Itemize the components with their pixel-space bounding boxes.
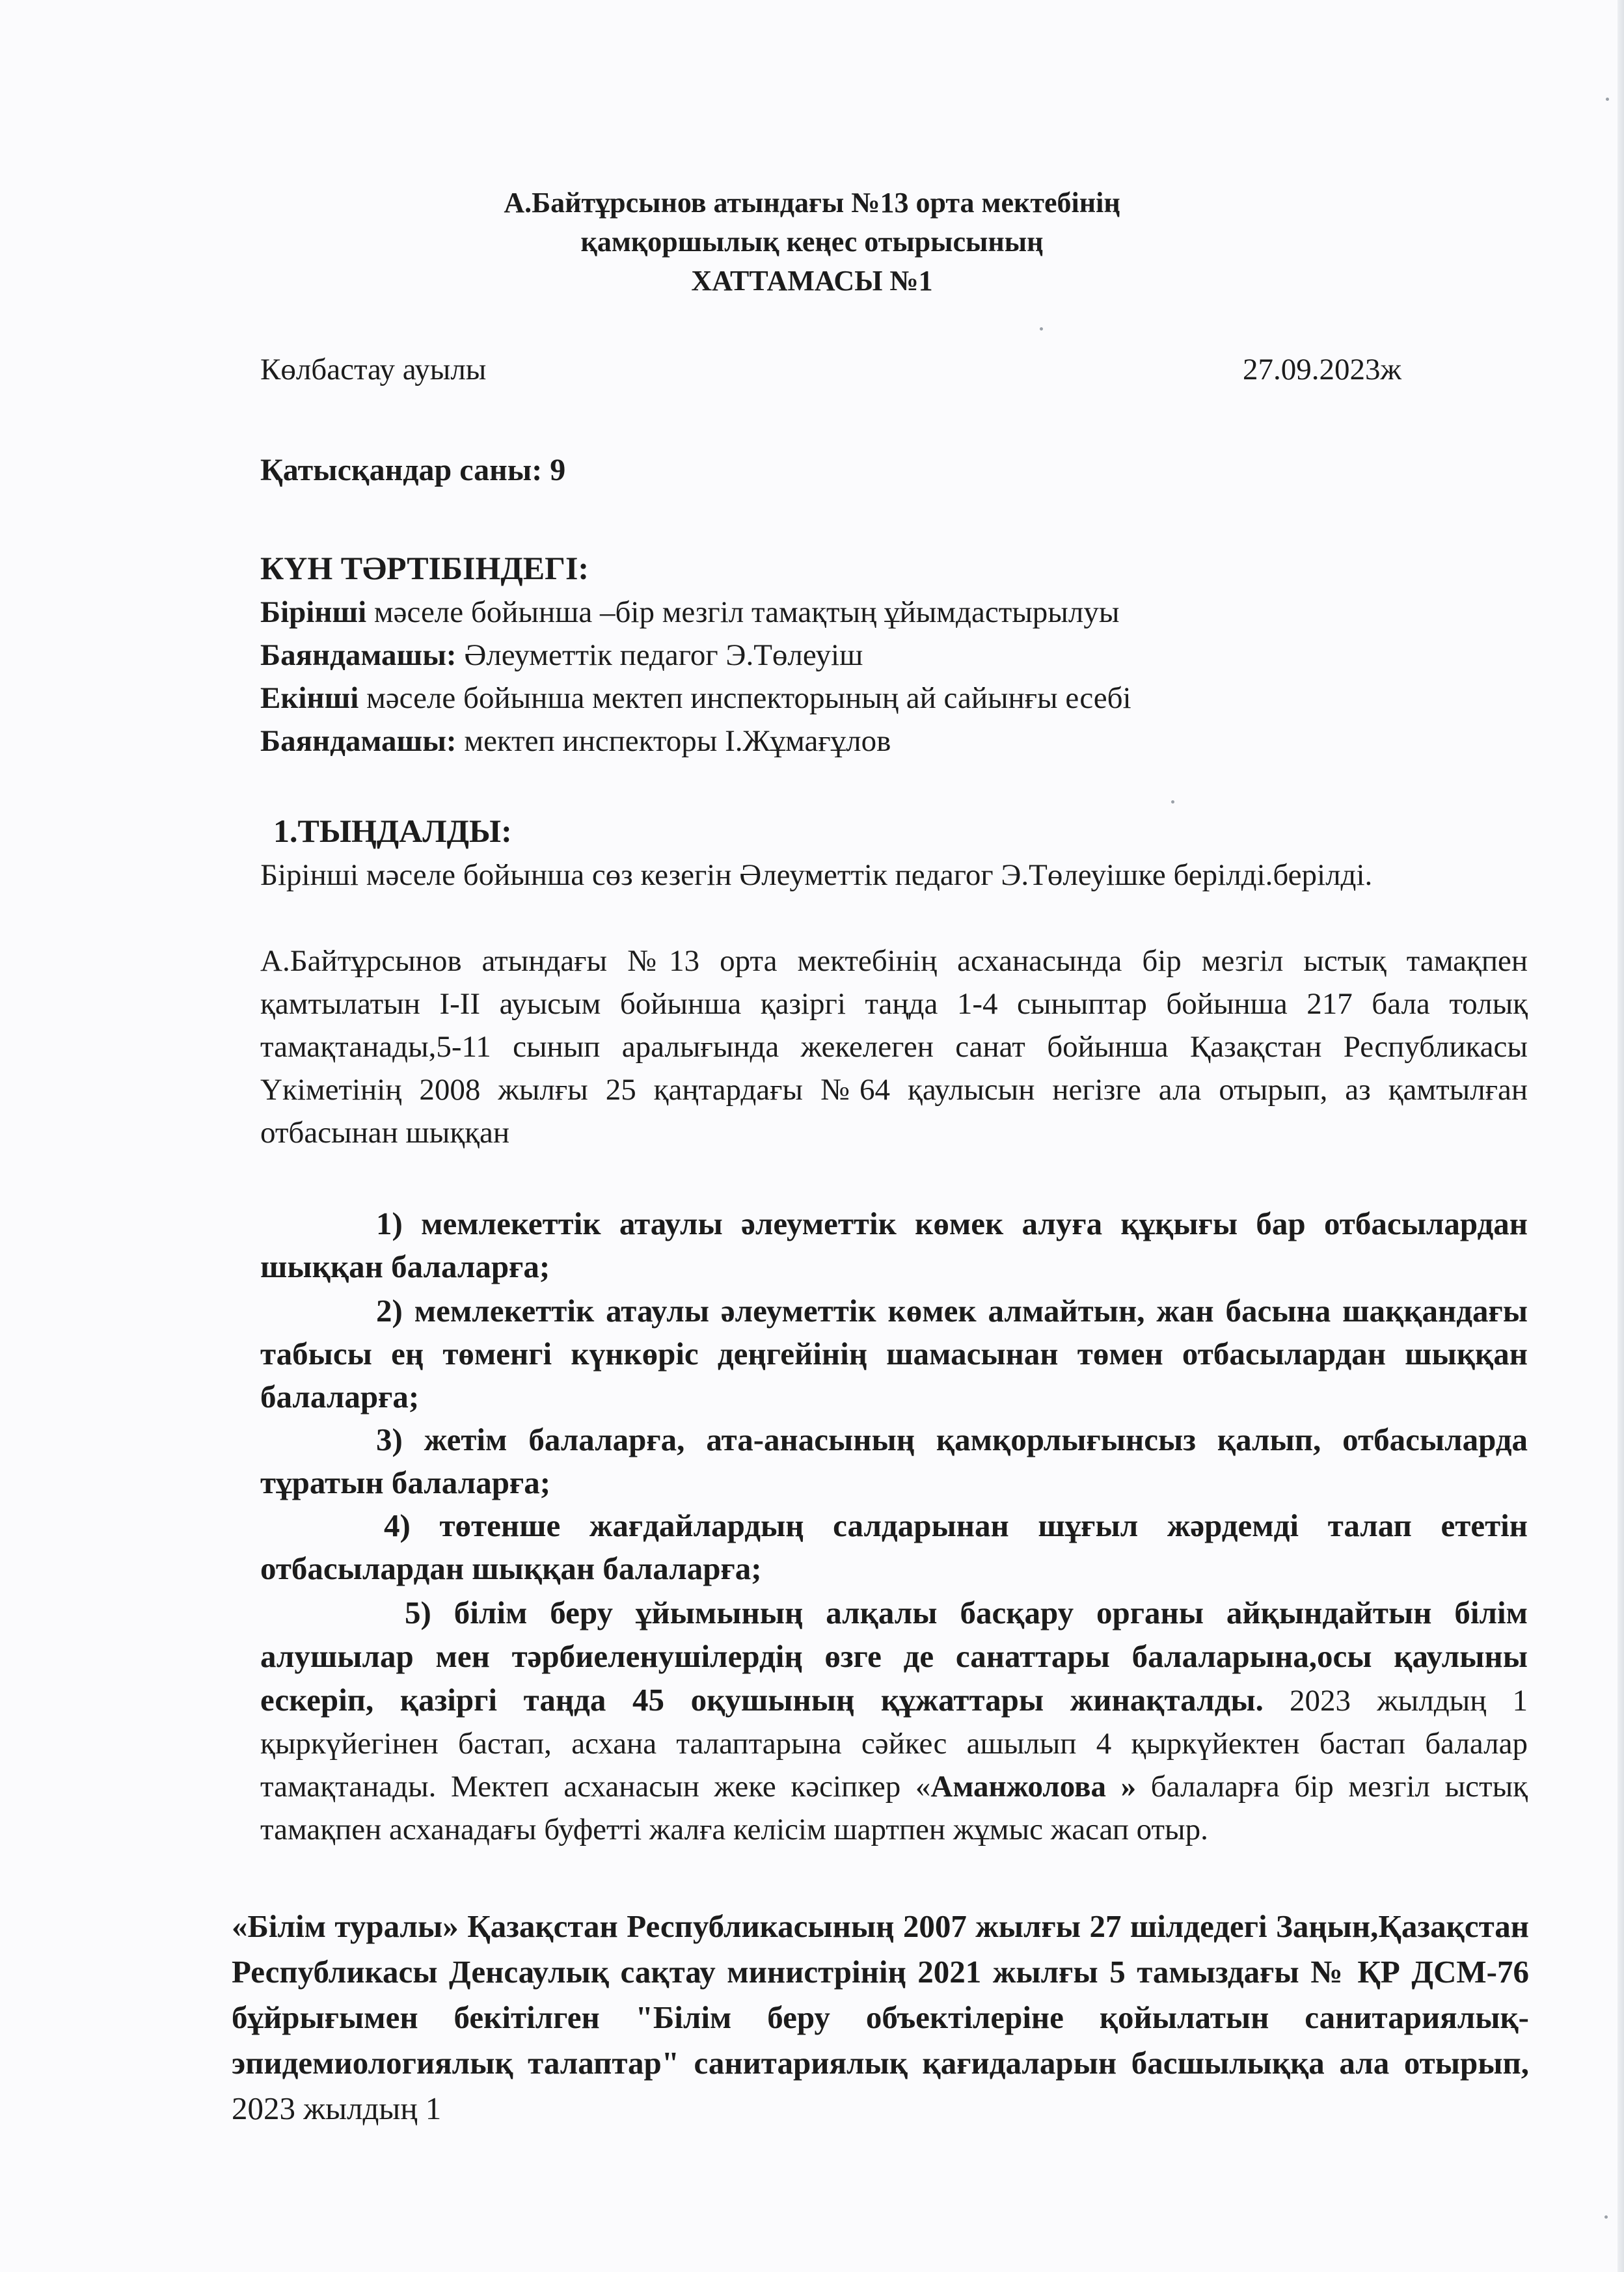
protocol-title-line-1: А.Байтұрсынов атындағы №13 орта мектебінің	[504, 187, 1120, 219]
agenda-item-2-text: мәселе бойынша мектеп инспекторының ай сайынғы есебі	[359, 681, 1131, 715]
agenda-item-2	[260, 677, 1131, 720]
scan-border	[1617, 0, 1624, 2272]
entrepreneur-name: Аманжолова »	[930, 1770, 1137, 1804]
agenda-speaker-1-label: Баяндамашы:	[260, 638, 457, 672]
agenda-title: КҮН ТӘРТІБІНДЕГІ:	[260, 550, 589, 586]
agenda-item-1-label: Бірінші	[260, 595, 367, 629]
agenda-speaker-1-text: Әлеуметтік педагог Э.Төлеуіш	[456, 638, 863, 672]
category-item-5-bold: 5) білім беру ұйымының алқалы басқару органы айқындайтын білім алушылар мен тәрбиеленушілердің өзге де санаттары балаларына,осы қаулыны ескеріп, қазіргі таңда 45 оқушының құжаттары жинақталды.	[260, 1595, 1528, 1718]
scan-speck	[1606, 98, 1609, 101]
protocol-title-line-2: қамқоршылық кеңес отырысының	[580, 226, 1044, 258]
agenda-item-2-label: Екінші	[260, 681, 359, 715]
category-item-5-text: 2023 жылдың 1 қыркүйегінен бастап, асхана талаптарына сәйкес ашылып 4 қыркүйектен бастап балалар тамақтанады. Мектеп асханасын жеке кәсіпкер «	[260, 1684, 1528, 1804]
category-item-5	[260, 1591, 1528, 1851]
agenda-speaker-2-text: мектеп инспекторы І.Жұмағұлов	[456, 724, 891, 758]
agenda-speaker-1	[260, 634, 863, 677]
agenda-item-1	[260, 591, 1119, 634]
meeting-place: Көлбастау ауылы	[260, 353, 487, 386]
law-reference-bold: «Білім туралы» Қазақстан Республикасының 2007 жылғы 27 шілдедегі Заңын,Қазақстан Республикасы Денсаулық сақтау министрінің 2021 жылғы 5 тамыздағы № ҚР ДСМ-76 бұйрығымен бекітілген "Білім беру объектілеріне қойылатын санитариялық-эпидемиологиялық талаптар" санитариялық қағидаларын басшылыққа ала отырып,	[232, 1908, 1529, 2081]
section-1-intro: Бірінші мәселе бойынша сөз кезегін Әлеуметтік педагог Э.Төлеуішке берілді.берілді.	[260, 858, 1373, 892]
participants-count: Қатысқандар саны: 9	[260, 453, 566, 487]
category-item-2: 2) мемлекеттік атаулы әлеуметтік көмек алмайтын, жан басына шаққандағы табысы ең төменгі күнкөріс деңгейінің шамасынан төмен отбасылардан шыққан балаларға;	[260, 1293, 1528, 1414]
scan-speck	[1040, 327, 1043, 331]
scan-speck	[1171, 800, 1174, 804]
category-item-4: 4) төтенше жағдайлардың салдарынан шұғыл жәрдемді талап ететін отбасылардан шыққан балаларға;	[260, 1508, 1528, 1586]
category-item-5-end: балаларға бір мезгіл ыстық тамақпен асханадағы буфетті жалға келісім шартпен жұмыс жасап отыр.	[260, 1770, 1528, 1846]
category-item-3: 3) жетім балаларға, ата-анасының қамқорлығынсыз қалып, отбасыларда тұратын балаларға;	[260, 1422, 1528, 1500]
law-reference-text: 2023 жылдың 1	[232, 2090, 442, 2126]
agenda-speaker-2	[260, 720, 891, 763]
category-item-1: 1) мемлекеттік атаулы әлеуметтік көмек алуға құқығы бар отбасылардан шыққан балаларға;	[260, 1206, 1528, 1284]
agenda-item-1-text: мәселе бойынша –бір мезгіл тамақтың ұйымдастырылуы	[366, 595, 1120, 629]
scan-speck	[1604, 2215, 1608, 2219]
section-1-paragraph: А.Байтұрсынов атындағы №13 орта мектебінің асханасында бір мезгіл ыстық тамақпен қамтылатын I-II ауысым бойынша қазіргі таңда 1-4 сыныптар бойынша 217 бала толық тамақтанады,5-11 сынып аралығында жекелеген санат бойынша Қазақстан Республикасы Үкіметінің 2008 жылғы 25 қаңтардағы №64 қаулысын негізге ала отырып, аз қамтылған отбасынан шыққан	[260, 944, 1528, 1150]
meeting-date: 27.09.2023ж	[1243, 353, 1401, 386]
section-1-title: 1.ТЫҢДАЛДЫ:	[273, 813, 512, 849]
protocol-title-line-3: ХАТТАМАСЫ №1	[691, 265, 933, 297]
law-reference-paragraph	[232, 1904, 1529, 2131]
agenda-speaker-2-label: Баяндамашы:	[260, 724, 457, 758]
